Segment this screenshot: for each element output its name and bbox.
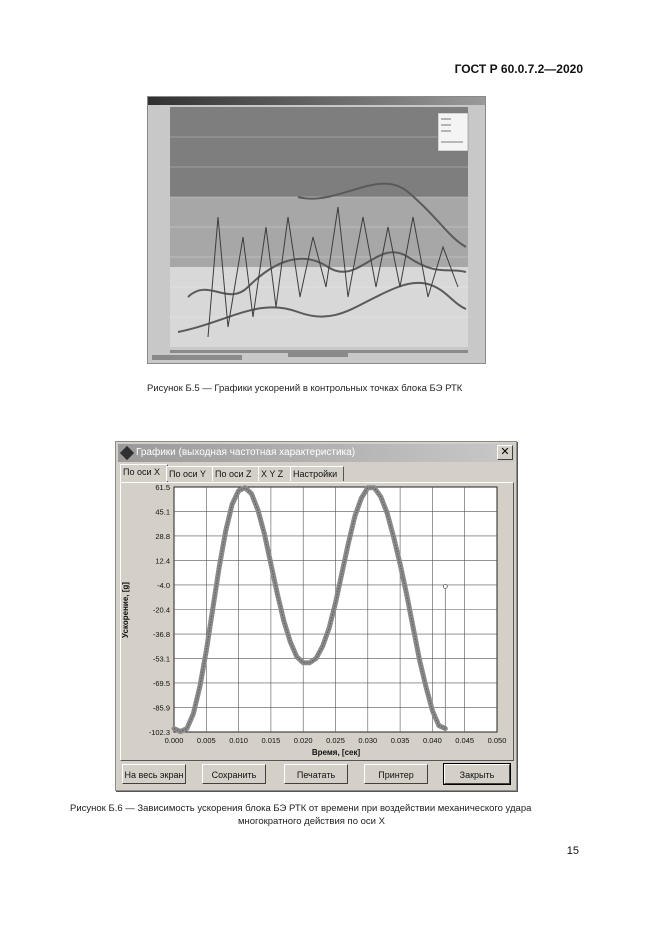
x-tick-label: 0.045 xyxy=(455,736,475,745)
tab-axis-y[interactable]: По оси Y xyxy=(166,466,214,481)
x-tick-labels xyxy=(165,736,507,745)
page-number: 15 xyxy=(566,845,579,857)
x-axis-title: Время, [сек] xyxy=(311,748,361,757)
tab-axis-x[interactable]: По оси X xyxy=(120,464,168,482)
x-tick-label: 0.000 xyxy=(164,736,184,745)
x-tick-label: 0.030 xyxy=(358,736,378,745)
y-tick-label: -20.4 xyxy=(152,605,170,615)
x-tick-label: 0.010 xyxy=(229,736,248,745)
figure-b5-caption: Рисунок Б.5 — Графики ускорений в контрольных точках блока БЭ РТК xyxy=(147,383,463,394)
y-tick-label: -69.5 xyxy=(152,678,170,688)
y-tick-label: -53.1 xyxy=(152,654,170,664)
y-tick-label: 12.4 xyxy=(155,556,170,566)
x-tick-label: 0.050 xyxy=(487,736,507,745)
x-tick-label: 0.020 xyxy=(293,736,313,745)
x-tick-label: 0.035 xyxy=(390,736,410,745)
y-tick-label: -102.3 xyxy=(148,728,170,737)
tab-settings[interactable]: Настройки xyxy=(290,466,344,481)
printer-button[interactable]: Принтер xyxy=(364,764,428,784)
annotation-point xyxy=(443,584,447,588)
print-button[interactable]: Печатать xyxy=(284,764,348,784)
y-tick-label: 61.5 xyxy=(155,483,170,492)
x-tick-label: 0.040 xyxy=(423,736,442,745)
graph-window xyxy=(115,441,517,791)
figure-b6-caption-line2: многократного действия по оси X xyxy=(238,816,385,827)
tab-xyz[interactable]: X Y Z xyxy=(258,466,292,481)
standard-number: ГОСТ Р 60.0.7.2—2020 xyxy=(454,62,583,76)
y-tick-label: 45.1 xyxy=(155,507,170,517)
fullscreen-button[interactable]: На весь экран xyxy=(122,764,186,784)
figure-b5-plot xyxy=(148,97,485,363)
x-tick-label: 0.005 xyxy=(196,736,216,745)
y-tick-label: -36.8 xyxy=(152,630,170,640)
figure-b6-caption-line1: Рисунок Б.6 — Зависимость ускорения блока БЭ РТК от времени при воздействии механического удара xyxy=(70,803,532,814)
window-title: Графики (выходная частотная характеристика) xyxy=(136,447,356,458)
y-axis-title: Ускорение, [g] xyxy=(121,582,130,638)
y-tick-label: 28.8 xyxy=(155,531,170,541)
y-tick-label: -4.0 xyxy=(157,580,170,590)
close-button[interactable]: Закрыть xyxy=(444,764,510,784)
save-button[interactable]: Сохранить xyxy=(202,764,266,784)
tab-axis-z[interactable]: По оси Z xyxy=(212,466,260,481)
close-icon[interactable]: ✕ xyxy=(497,445,513,460)
x-tick-label: 0.015 xyxy=(261,736,281,745)
acceleration-chart xyxy=(116,442,516,764)
x-tick-label: 0.025 xyxy=(326,736,345,745)
y-tick-labels xyxy=(149,483,170,737)
y-tick-label: -85.9 xyxy=(152,703,170,713)
figure-b5-screenshot xyxy=(147,96,486,364)
